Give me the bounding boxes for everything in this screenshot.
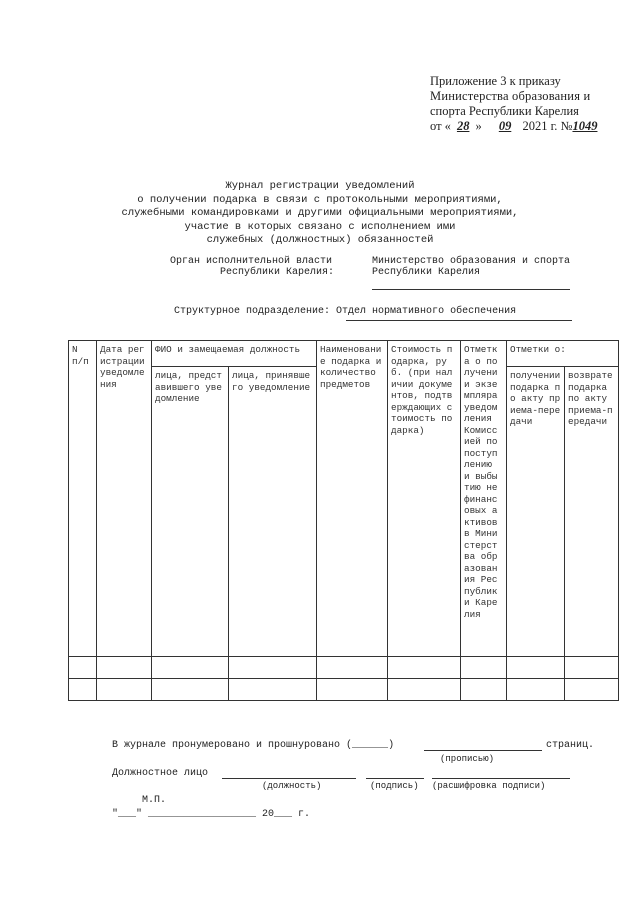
title-line-2: о получении подарка в связи с протокольными мероприятиями, (137, 193, 503, 206)
footer-date-line: "___" __________________ 20___ г. (112, 809, 311, 820)
appendix-date-line (430, 119, 620, 134)
footer-propis-caption: (прописью) (440, 754, 495, 764)
post-underline (222, 778, 356, 779)
footer-line-1 (112, 740, 394, 751)
sign-caption: (подпись) (370, 781, 419, 791)
header-gift-cost: Стоимость подарка, руб. (при наличии документов, подтверждающих стоимость подарка) (388, 341, 461, 657)
appendix-line-3: спорта Республики Карелия (430, 104, 579, 118)
org-label (170, 256, 334, 278)
title-line-5: служебных (должностных) обязанностей (206, 234, 434, 246)
footer-numbered-text: В журнале пронумеровано и прошнуровано ( (112, 740, 353, 751)
footer-official: Должностное лицо (112, 768, 209, 779)
title-line-4: участие в которых связано с исполнением ими (184, 220, 456, 233)
handwritten-number: 1049 (572, 119, 598, 133)
header-commission-mark: Отметка о получении экземпляра уведомления Комиссией по поступлению и выбытию нефинансовых активов в Министерства образования Республики Карелия (461, 341, 507, 657)
handwritten-month: 09 (498, 119, 512, 133)
appendix-line-2: Министерства образования и (430, 89, 591, 103)
org-value-1: Министерство образования и спорта (372, 256, 571, 267)
post-caption: (должность) (262, 781, 322, 791)
decode-underline (432, 778, 570, 779)
stamp-place: М.П. (142, 795, 167, 806)
header-num: N п/п (69, 341, 97, 657)
date-mid: » (475, 119, 482, 133)
org-underline (372, 289, 570, 290)
footer-blank: ______ (352, 740, 389, 751)
header-fio-presented: лица, представившего уведомление (152, 367, 229, 657)
division-label: Структурное подразделение: (174, 306, 331, 317)
footer-propis-underline (424, 750, 542, 751)
header-date: Дата регистрации уведомления (97, 341, 152, 657)
org-label-1: Орган исполнительной власти (170, 256, 333, 267)
footer-paren: ) (388, 740, 395, 751)
org-value (372, 256, 570, 278)
header-marks-received: получении подарка по акту приема-передачи (507, 367, 565, 657)
handwritten-day: 28 (456, 119, 470, 133)
header-marks: Отметки о: (507, 341, 619, 367)
org-label-2: Республики Карелия: (220, 267, 335, 278)
footer-pages: страниц. (546, 740, 595, 751)
division-value: Отдел нормативного обеспечения (336, 306, 517, 317)
journal-title (60, 180, 580, 248)
decode-caption: (расшифровка подписи) (432, 781, 546, 791)
sign-underline (366, 778, 424, 779)
date-prefix: от « (430, 119, 451, 133)
appendix-line-1: Приложение 3 к приказу (430, 74, 561, 88)
journal-table (68, 340, 619, 701)
table-row (69, 657, 619, 679)
header-gift-name: Наименование подарка и количество предметов (317, 341, 388, 657)
division-line (174, 306, 516, 317)
appendix-block (430, 74, 620, 134)
header-fio: ФИО и замещаемая должность (152, 341, 317, 367)
division-underline (346, 320, 572, 321)
title-line-1: Журнал регистрации уведомлений (225, 180, 415, 192)
date-year-text: 2021 г. № (522, 119, 573, 133)
table-row (69, 679, 619, 701)
org-value-2: Республики Карелия (372, 267, 481, 278)
header-marks-returned: возврате подарка по акту приема-передачи (565, 367, 619, 657)
header-fio-accepted: лица, принявшего уведомление (229, 367, 317, 657)
title-line-3: служебными командировками и другими официальными мероприятиями, (121, 207, 519, 219)
